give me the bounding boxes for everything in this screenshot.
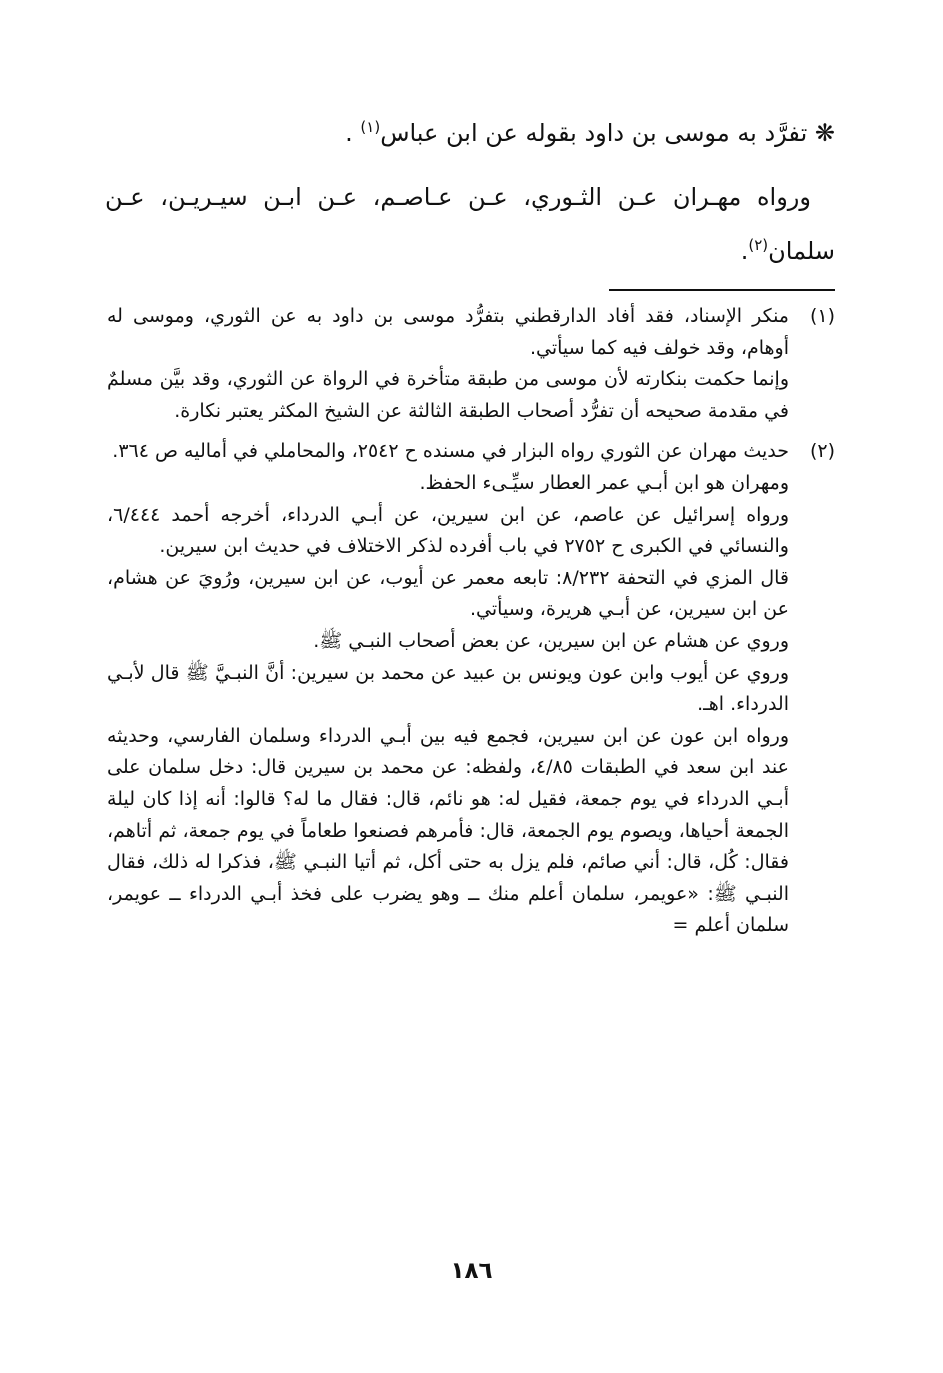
footnote-number: (٢) [809,440,835,463]
main-text-1: تفرَّد به موسى بن داود بقوله عن ابن عباس [380,119,808,147]
footnote-paragraph: وروي عن أيوب وابن عون ويونس بن عبيد عن محمد بن سيرين: أنَّ النبـيَّ ﷺ قال لأبـي الدرداء. اهـ. [107,661,789,716]
footnote-ref-1: (١) [360,118,381,136]
footnote-paragraph: ورواه إسرائيل عن عاصم، عن ابن سيرين، عن أبـي الدرداء، أخرجه أحمد ٦/٤٤٤، والنسائي في الكبرى ح ٢٧٥٢ في باب أفرده لذكر الاختلاف في حديث ابن سيرين. [107,503,789,558]
footnote-paragraph: ومهران هو ابن أبـي عمر العطار سيِّـىء الحفظ. [419,471,789,494]
footnote-paragraph: قال المزي في التحفة ٨/٢٣٢: تابعه معمر عن أيوب، عن ابن سيرين، ورُويَ عن هشام، عن ابن سيرين، عن أبـي هريرة، وسيأتي. [107,566,790,621]
footnotes [107,301,835,951]
footnote-paragraph: حديث مهران عن الثوري رواه البزار في مسنده ح ٢٥٤٢، والمحاملي في أماليه ص ٣٦٤. [112,440,789,463]
sentence-end: . [345,119,361,147]
footnote-paragraph: وروي عن هشام عن ابن سيرين، عن بعض أصحاب النبـي ﷺ. [313,629,789,652]
footnote-2 [107,436,835,942]
main-text-2: ورواه مهـران عـن الثـوري، عـن عـاصـم، عـن ابـن سيـريـن، عـن سلمان [105,183,835,265]
footnote-ref-2: (٢) [748,236,769,254]
main-paragraph-2 [105,170,835,278]
footnote-1 [107,301,835,427]
sentence-end: . [740,237,749,265]
footnote-paragraph: منكر الإسناد، فقد أفاد الدارقطني بتفرُّد موسى بن داود به عن الثوري، وموسى له أوهام، وقد خولف فيه كما سيأتي. [107,305,789,359]
footnote-paragraph: وإنما حكمت بنكارته لأن موسى من طبقة متأخرة في الرواة عن الثوري، وقد بيَّن مسلمٌ في مقدمة صحيحه أن تفرُّد أصحاب الطبقة الثالثة عن الشيخ المكثر يعتبر نكارة. [107,368,789,422]
main-paragraph-1 [105,106,835,160]
footnote-number: (١) [809,305,835,327]
bullet-icon: ❋ [814,119,835,147]
footnote-paragraph: ورواه ابن عون عن ابن سيرين، فجمع فيه بين أبـي الدرداء وسلمان الفارسي، وحديثه عند ابن سعد في الطبقات ٤/٨٥، ولفظه: عن محمد بن سيرين قال: دخل سلمان على أبـي الدرداء في يوم جمعة، فقيل له: هو نائم، قال: فقال ما له؟ قالوا: أنه إذا كان ليلة الجمعة أحياها، ويصوم يوم الجمعة، قال: فأمرهم فصنعوا طعاماً في يوم جمعة، ثم أتاهم، فقال: كُل، قال: أني صائم، فلم يزل به حتى أكل، ثم أتيا النبـي ﷺ، فذكرا له ذلك، فقال النبـي ﷺ: «عويمر، سلمان أعلم منك ــ وهو يضرب على فخذ أبـي الدرداء ــ عويمر، سلمان أعلم = [107,724,789,937]
footnote-separator [609,289,835,291]
page-number: ١٨٦ [450,1258,493,1284]
